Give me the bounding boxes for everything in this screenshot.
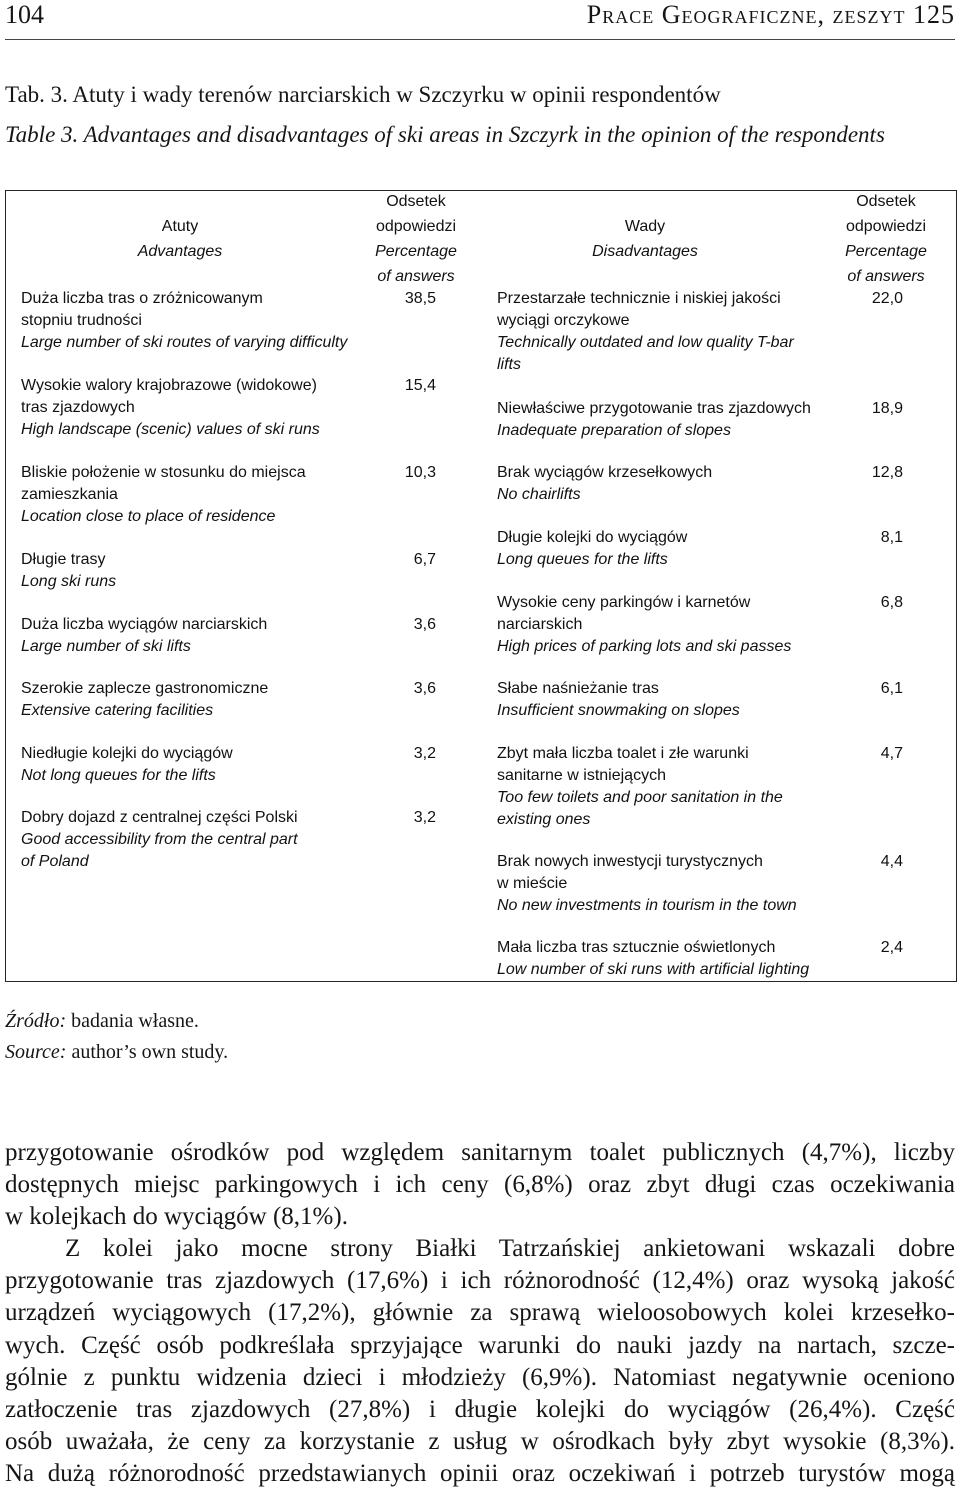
text-line: dostępnych miejsc parkingowych i ich ceny (6,8%) oraz zbyt długi czas oczekiwania [5, 1171, 955, 1199]
source-label-pl: Źródło: [5, 1010, 67, 1032]
advantage-label [21, 375, 320, 441]
advantage-label-pl: Szerokie zaplecze gastronomiczne [21, 680, 269, 697]
advantage-label-pl: Długie trasy [21, 551, 106, 568]
advantage-label-en: Large number of ski routes of varying difficulty [21, 334, 348, 351]
table-header-share-pl: Odsetek odpowiedzi [845, 193, 927, 235]
table-caption-pl: Tab. 3. Atuty i wady terenów narciarskich w Szczyrku w opinii respondentów [5, 82, 721, 107]
disadvantage-label-en: Insufficient snowmaking on slopes [497, 702, 740, 719]
disadvantage-percentage: 8,1 [880, 529, 903, 546]
advantage-label-pl: Bliskie położenie w stosunku do miejsca zamieszkania [21, 464, 306, 503]
text-line: Na dużą różnorodność przedstawianych opinii oraz oczekiwań i potrzeb turystów mogą [5, 1459, 955, 1487]
advantage-label [21, 743, 233, 787]
table-caption-en: Table 3. Advantages and disadvantages of ski areas in Szczyrk in the opinion of the respondents [5, 122, 885, 147]
text-line: w kolejkach do wyciągów (8,1%). [5, 1203, 348, 1231]
disadvantage-label-pl: Brak wyciągów krzesełkowych [497, 464, 713, 481]
disadvantage-percentage: 4,7 [880, 745, 903, 762]
disadvantage-label [497, 398, 811, 442]
source-label-en: Source: [5, 1041, 67, 1063]
source-text-pl: badania własne. [71, 1010, 199, 1032]
journal-title: Prace Geograficzne, zeszyt 125 [586, 0, 955, 29]
text-line: gólnie z punktu widzenia dzieci i młodzieży (6,9%). Natomiast negatywnie oceniono [5, 1363, 955, 1391]
disadvantage-percentage: 18,9 [871, 400, 903, 417]
text-line: zatłoczenie tras zjazdowych (27,8%) i długie kolejki do wyciągów (26,4%). Część [5, 1395, 955, 1423]
body-text [5, 1137, 955, 1490]
table-header-advantages [6, 214, 354, 264]
disadvantage-percentage: 12,8 [871, 464, 903, 481]
disadvantage-percentage: 22,0 [871, 290, 903, 307]
advantage-label-pl: Duża liczba wyciągów narciarskich [21, 616, 268, 633]
advantage-label-pl: Niedługie kolejki do wyciągów [21, 745, 233, 762]
disadvantage-label-en: No chairlifts [497, 486, 581, 503]
running-head [5, 0, 955, 40]
table-header-disadvantages [495, 214, 795, 264]
disadvantage-label-pl: Brak nowych inwestycji turystycznych w mieście [497, 853, 763, 892]
advantage-label [21, 807, 298, 873]
advantages-disadvantages-table [5, 190, 957, 982]
disadvantage-label [497, 678, 740, 722]
text-line: Z kolei jako mocne strony Białki Tatrzańskiej ankietowani wskazali dobre [65, 1235, 955, 1263]
advantage-percentage: 10,3 [404, 464, 436, 481]
disadvantage-label-pl: Długie kolejki do wyciągów [497, 529, 688, 546]
disadvantage-label-pl: Niewłaściwe przygotowanie tras zjazdowych [497, 400, 811, 417]
table-header-advantages-pl: Atuty [161, 218, 199, 235]
advantage-percentage: 6,7 [413, 551, 436, 568]
paragraph [5, 1137, 955, 1233]
page-number: 104 [5, 0, 44, 29]
table-header-disadvantages-en: Disadvantages [592, 243, 698, 260]
disadvantage-label-pl: Słabe naśnieżanie tras [497, 680, 659, 697]
source-text-en: author’s own study. [71, 1041, 229, 1063]
advantage-label-en: Extensive catering facilities [21, 702, 214, 719]
disadvantage-label-en: Too few toilets and poor sanitation in the existing ones [497, 789, 783, 828]
advantage-percentage: 38,5 [404, 290, 436, 307]
disadvantage-label-pl: Mała liczba tras sztucznie oświetlonych [497, 939, 776, 956]
text-line: wych. Część osób podkreślała sprzyjające warunki do nauki jazdy na nartach, szcze- [5, 1331, 955, 1359]
disadvantage-percentage: 6,1 [880, 680, 903, 697]
advantage-label [21, 614, 267, 658]
disadvantage-label-en: Technically outdated and low quality T-bar lifts [497, 334, 794, 373]
disadvantage-label [497, 743, 783, 831]
disadvantage-label [497, 462, 712, 506]
disadvantage-label [497, 527, 687, 571]
table-header-advantages-en: Advantages [137, 243, 223, 260]
advantage-label [21, 678, 268, 722]
text-line: przygotowanie ośrodków pod względem sanitarnym toalet publicznych (4,7%), liczby [5, 1139, 955, 1166]
advantage-percentage: 15,4 [404, 377, 436, 394]
source-note-en [5, 1037, 605, 1068]
advantage-label [21, 549, 116, 593]
advantage-label-pl: Wysokie walory krajobrazowe (widokowe) tras zjazdowych [21, 377, 317, 416]
advantage-percentage: 3,2 [413, 809, 436, 826]
table-header-share-en: Percentage of answers [845, 243, 927, 285]
paragraph [5, 1233, 955, 1490]
table-header-share-left [366, 189, 466, 289]
disadvantage-label [497, 592, 791, 658]
table-header-share-en: Percentage of answers [375, 243, 457, 285]
disadvantage-label-en: Long queues for the lifts [497, 551, 668, 568]
disadvantage-label-en: Low number of ski runs with artificial lighting [497, 961, 810, 978]
advantage-label-en: Not long queues for the lifts [21, 767, 216, 784]
advantage-label [21, 288, 347, 354]
disadvantage-label-en: No new investments in tourism in the town [497, 897, 797, 914]
disadvantage-label [497, 937, 809, 981]
disadvantage-label [497, 288, 794, 376]
table-header-disadvantages-pl: Wady [624, 218, 666, 235]
table-source [5, 1006, 605, 1068]
advantage-label-en: Good accessibility from the central part of Poland [21, 831, 298, 870]
disadvantage-percentage: 2,4 [880, 939, 903, 956]
advantage-label-pl: Dobry dojazd z centralnej części Polski [21, 809, 298, 826]
advantage-percentage: 3,2 [413, 745, 436, 762]
advantage-label-pl: Duża liczba tras o zróżnicowanym stopniu trudności [21, 290, 263, 329]
advantage-label [21, 462, 306, 528]
disadvantage-label-pl: Zbyt mała liczba toalet i złe warunki sanitarne w istniejących [497, 745, 749, 784]
disadvantage-label-en: Inadequate preparation of slopes [497, 422, 731, 439]
advantage-label-en: Large number of ski lifts [21, 638, 191, 655]
text-line: osób uważała, że ceny za korzystanie z usług w ośrodkach były zbyt wysokie (8,3%). [5, 1427, 955, 1455]
advantage-percentage: 3,6 [413, 616, 436, 633]
disadvantage-label [497, 851, 797, 917]
disadvantage-percentage: 6,8 [880, 594, 903, 611]
advantage-label-en: Location close to place of residence [21, 508, 276, 525]
disadvantage-percentage: 4,4 [880, 853, 903, 870]
source-note-pl [5, 1006, 605, 1037]
advantage-percentage: 3,6 [413, 680, 436, 697]
advantage-label-en: High landscape (scenic) values of ski runs [21, 421, 320, 438]
text-line: urządzeń wyciągowych (17,2%), głównie za sprawą wieloosobowych kolei krzesełko- [5, 1299, 955, 1327]
table-header-share-right [836, 189, 936, 289]
text-line: przygotowanie tras zjazdowych (17,6%) i ich różnorodność (12,4%) oraz wysoką jakość [5, 1267, 955, 1295]
table-header-share-pl: Odsetek odpowiedzi [375, 193, 457, 235]
disadvantage-label-en: High prices of parking lots and ski passes [497, 638, 792, 655]
disadvantage-label-pl: Wysokie ceny parkingów i karnetów narciarskich [497, 594, 751, 633]
advantage-label-en: Long ski runs [21, 573, 117, 590]
disadvantage-label-pl: Przestarzałe technicznie i niskiej jakości wyciągi orczykowe [497, 290, 781, 329]
